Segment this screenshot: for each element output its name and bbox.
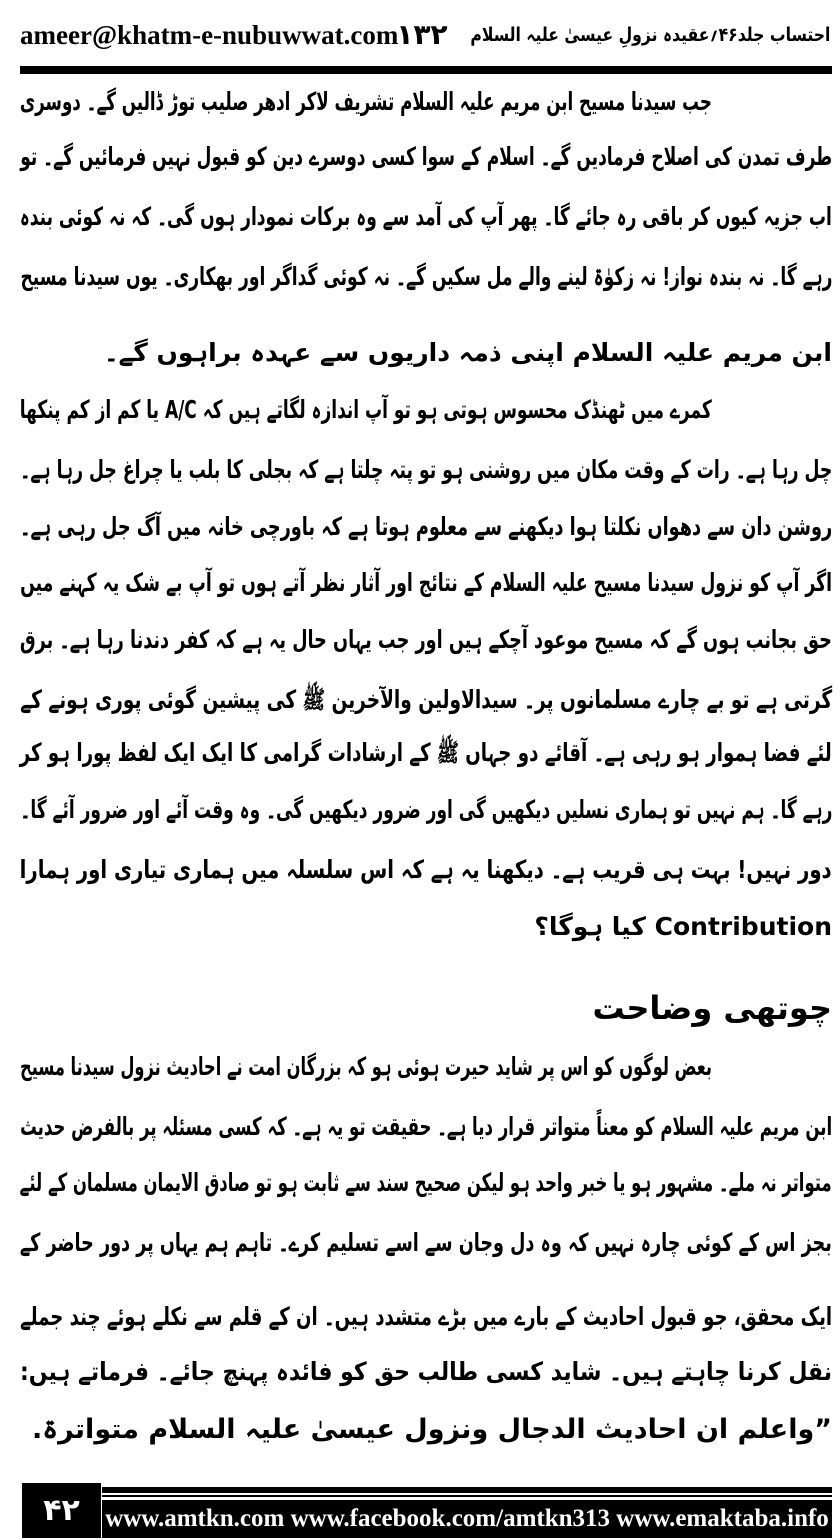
running-title [470,24,830,64]
text-line: چل رہا ہے۔ رات کے وقت مکان میں روشنی ہو تو پتہ چلتا ہے کہ بجلی کا بلب یا چراغ جل رہا ہے۔ [20,455,832,484]
header-email: ameer@khatm-e-nubuwwat.com [20,20,399,50]
section-heading: چوتھی وضاحت [592,989,832,1027]
running-title-text: احتساب جلد۴۶؍عقیدہ نزولِ عیسیٰ علیہ السلام [470,24,830,46]
text-line: نقل کرنا چاہتے ہیں۔ شاید کسی طالب حق کو فائدہ پہنچ جائے۔ فرماتے ہیں: [20,1357,832,1386]
arabic-quote: ”واعلم ان احادیث الدجال ونزول عیسیٰ علیہ السلام متواترۃ. [32,1414,832,1445]
text-line: دور نہیں! بہت ہی قریب ہے۔ دیکھنا یہ ہے کہ اس سلسلہ میں ہماری تیاری اور ہمارا [20,855,832,884]
text-line: اگر آپ کو نزول سیدنا مسیح علیہ السلام کے نتائج اور آثار نظر آتے ہوں تو آپ بے شک یہ کہنے میں [20,568,832,597]
text-line: ابن مریم علیہ السلام کو معناً متواتر قرار دیا ہے۔ حقیقت تو یہ ہے۔ کہ کسی مسئلہ پر بالفرض حدیث [20,1112,832,1141]
text-line: گرتی ہے تو بے چارے مسلمانوں پر۔ سیدالاولین والآخرین ﷺ کی پیشین گوئی پوری ہونے کے [20,685,832,714]
text-line: کمرے میں ٹھنڈک محسوس ہوتی ہو تو آپ اندازہ لگاتے ہیں کہ A/C یا کم از کم پنکھا [20,395,713,424]
text-line: متواتر نہ ملے۔ مشہور ہو یا خبر واحد ہو لیکن صحیح سند سے ثابت ہو تو صادق الایمان مسلمان کے لئے [20,1168,832,1197]
text-line: ایک محقق، جو قبول احادیث کے بارے میں بڑے متشدد ہیں۔ ان کے قلم سے نکلے ہوئے چند جملے [20,1302,832,1331]
footer-rule-thin [102,1495,832,1497]
text-line: بجز اس کے کوئی چارہ نہیں کہ وہ دل وجان سے اسے تسلیم کرے۔ تاہم ہم یہاں پر دور حاضر کے [20,1228,832,1257]
text-line: Contribution کیا ہوگا؟ [534,912,832,941]
text-line: طرف تمدن کی اصلاح فرمادیں گے۔ اسلام کے سوا کسی دوسرے دین کو قبول نہیں فرمائیں گے۔ تو [20,142,832,171]
text-line: رہے گا۔ ہم نہیں تو ہماری نسلیں دیکھیں گی اور ضرور دیکھیں گی۔ وہ وقت آئے اور ضرور آئے گا۔ [20,795,832,824]
text-line: بعض لوگوں کو اس پر شاید حیرت ہوئی ہو کہ بزرگان امت نے احادیث نزول سیدنا مسیح [20,1052,712,1081]
header-rule [20,66,832,74]
footer-page-label: ۴۲ [22,1483,101,1538]
text-line: رہے گا۔ نہ بندہ نواز! نہ زکوٰۃ لینے والے مل سکیں گے۔ نہ کوئی گداگر اور بھکاری۔ یوں سیدنا مسیح [20,262,832,291]
text-line: روشن دان سے دھواں نکلتا ہوا دیکھنے سے معلوم ہوتا ہے کہ باورچی خانہ میں آگ جل رہی ہے۔ [19,512,832,541]
text-line: حق بجانب ہوں گے کہ مسیح موعود آچکے ہیں اور جب یہاں حال یہ ہے کہ کفر دندنا رہا ہے۔ برق [20,625,832,654]
text-line: لئے فضا ہموار ہو رہی ہے۔ آقائے دو جہاں ﷺ کے ارشادات گرامی کا ایک ایک لفظ پورا ہو کر [20,738,832,767]
footer-links: www.amtkn.com www.facebook.com/amtkn313 www.emaktaba.info [102,1500,832,1538]
text-line: جب سیدنا مسیح ابن مریم علیہ السلام تشریف لاکر ادھر صلیب توڑ ڈالیں گے۔ دوسری [20,87,712,116]
text-line: اب جزیہ کیوں کر باقی رہ جائے گا۔ پھر آپ کی آمد سے وہ برکات نمودار ہوں گی۔ کہ نہ کوئی بندہ [20,202,832,231]
text-line: ابن مریم علیہ السلام اپنی ذمہ داریوں سے عہدہ براہوں گے۔ [103,338,832,367]
footer-rule [102,1487,832,1493]
page-number: ۱۳۲ [396,18,448,51]
